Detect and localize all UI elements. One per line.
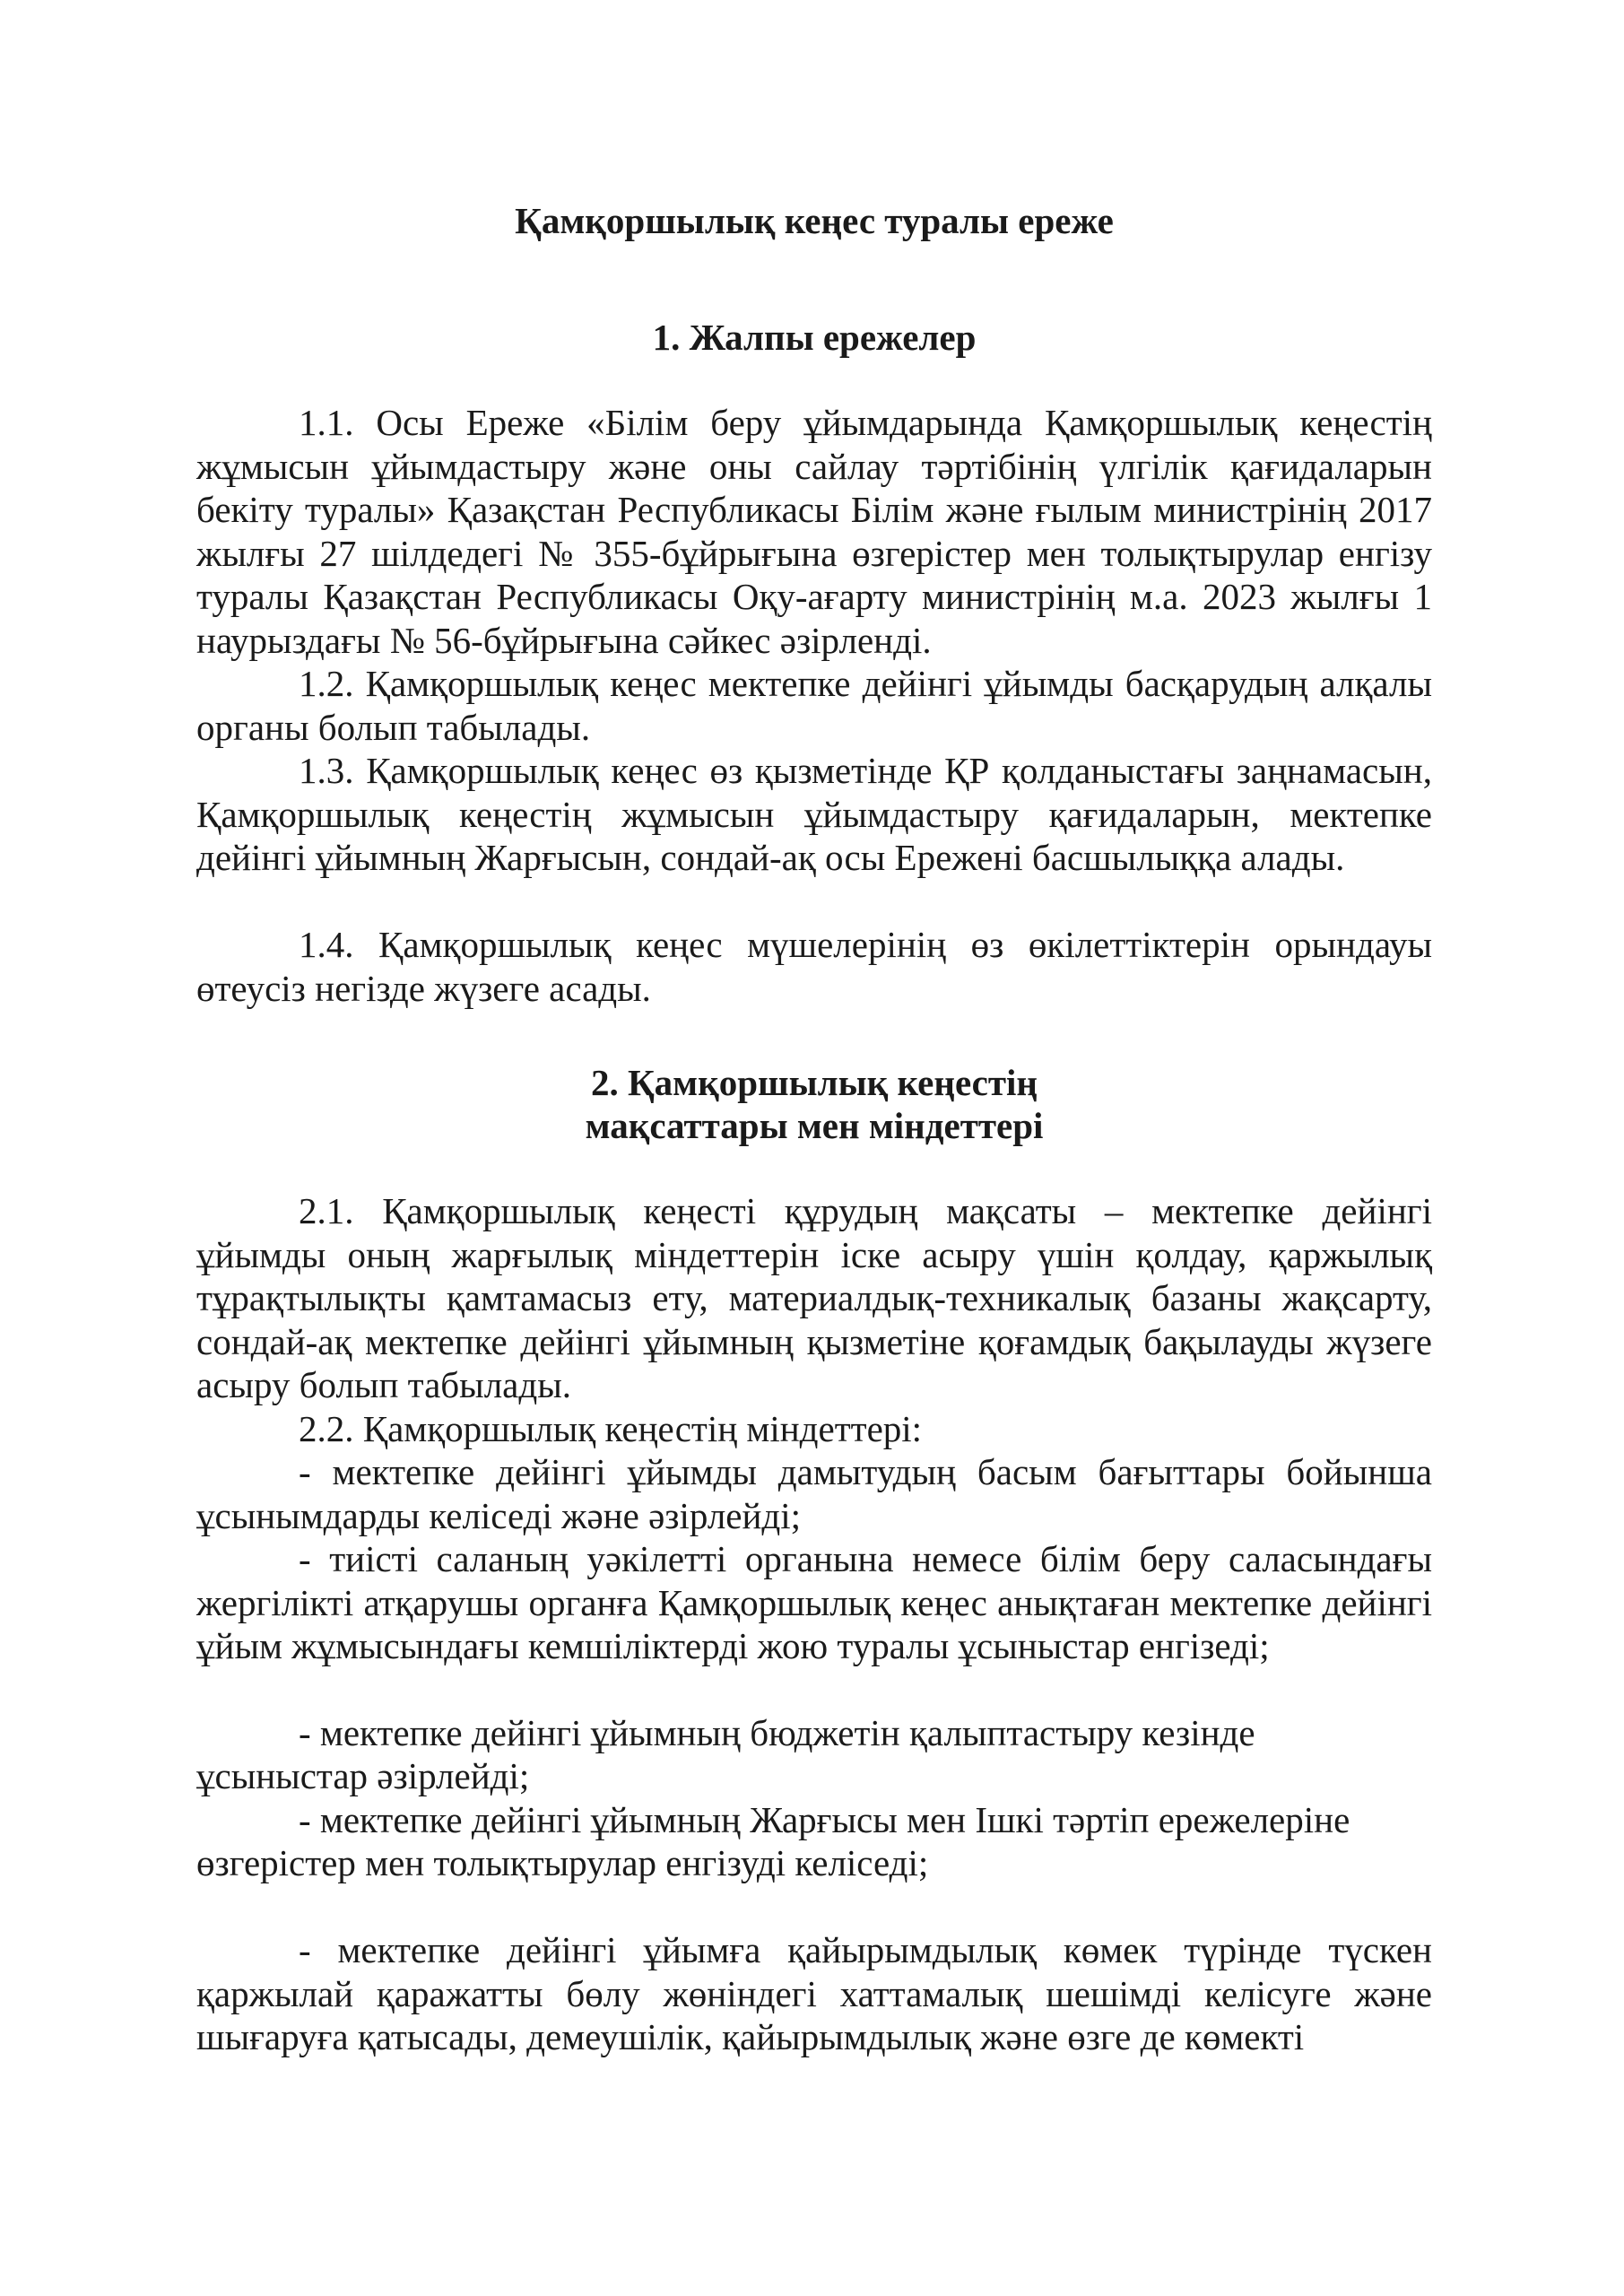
paragraph-2-1: 2.1. Қамқоршылық кеңесті құрудың мақсаты – мектепке дейінгі ұйымды оның жарғылық міндеттерін іске асыру үшін қолдау, қаржылық тұрақтылықты қамтамасыз ету, материалдық-техникалық базаны жақсарту, сондай-ақ мектепке дейінгі ұйымның қызметіне қоғамдық бақылауды жүзеге асыру болып табылады. bbox=[196, 1190, 1432, 1405]
section-2-heading-line2: мақсаттары мен міндеттері bbox=[585, 1105, 1044, 1146]
task-item-4-line2: өзгерістер мен толықтырулар енгізуді келіседі; bbox=[196, 1842, 929, 1883]
paragraph-2-2: 2.2. Қамқоршылық кеңестің міндеттері: bbox=[299, 1408, 923, 1449]
paragraph-1-3: 1.3. Қамқоршылық кеңес өз қызметінде ҚР қолданыстағы заңнамасын, Қамқоршылық кеңестің жұмысын ұйымдастыру қағидаларын, мектепке дейінгі ұйымның Жарғысын, сондай-ақ осы Ережені басшылыққа алады. bbox=[196, 750, 1432, 878]
paragraph-1-2: 1.2. Қамқоршылық кеңес мектепке дейінгі ұйымды басқарудың алқалы органы болып табылады. bbox=[196, 663, 1432, 748]
section-2-heading-line1: 2. Қамқоршылық кеңестің bbox=[590, 1062, 1038, 1103]
task-item-5: - мектепке дейінгі ұйымға қайырымдылық көмек түрінде түскен қаржылай қаражатты бөлу жөніндегі хаттамалық шешімді келісуге және шығаруға қатысады, демеушілік, қайырымдылық және өзге де көмекті bbox=[196, 1929, 1432, 2057]
paragraph-1-1: 1.1. Осы Ереже «Білім беру ұйымдарында Қамқоршылық кеңестің жұмысын ұйымдастыру және оны сайлау тәртібінің үлгілік қағидаларын бекіту туралы» Қазақстан Республикасы Білім және ғылым министрінің 2017 жылғы 27 шілдедегі № 355-бұйрығына өзгерістер мен толықтырулар енгізу туралы Қазақстан Республикасы Оқу-ағарту министрінің м.а. 2023 жылғы 1 наурыздағы № 56-бұйрығына сәйкес әзірленді. bbox=[196, 402, 1432, 661]
document-title: Қамқоршылық кеңес туралы ереже bbox=[515, 200, 1114, 241]
task-item-2: - тиісті саланың уәкілетті органына немесе білім беру саласындағы жергілікті атқарушы органға Қамқоршылық кеңес анықтаған мектепке дейінгі ұйым жұмысындағы кемшіліктерді жою туралы ұсыныстар енгізеді; bbox=[196, 1538, 1432, 1666]
paragraph-1-4: 1.4. Қамқоршылық кеңес мүшелерінің өз өкілеттіктерін орындауы өтеусіз негізде жүзеге асады. bbox=[196, 924, 1432, 1009]
section-1-heading: 1. Жалпы ережелер bbox=[652, 317, 977, 358]
task-item-3-line1: - мектепке дейінгі ұйымның бюджетін қалыптастыру кезінде bbox=[299, 1712, 1255, 1753]
task-item-1: - мектепке дейінгі ұйымды дамытудың басым бағыттары бойынша ұсынымдарды келіседі және әзірлейді; bbox=[196, 1451, 1432, 1536]
task-item-4-line1: - мектепке дейінгі ұйымның Жарғысы мен Ішкі тәртіп ережелеріне bbox=[299, 1799, 1350, 1840]
task-item-3-line2: ұсыныстар әзірлейді; bbox=[196, 1755, 530, 1796]
